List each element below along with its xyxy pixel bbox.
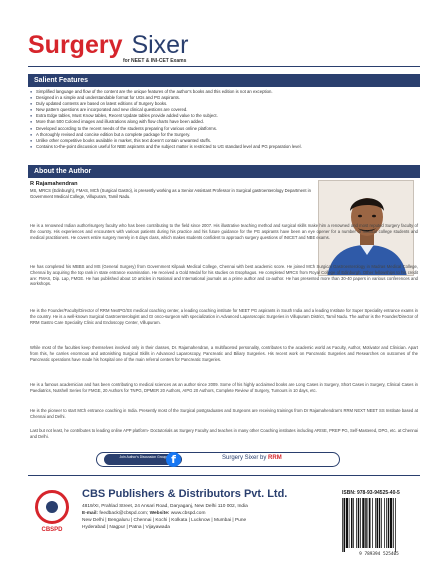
author-bio-paragraph: He is the pioneer to start MCh entrance coaching in India. Presently most of the Surgical postgraduates and Surgeons are receiving trainings from Dr Rajamahendran's RRM NEXT NEET SS Institute based at Chennai and Delhi. [30,408,418,419]
cbspd-logo [30,490,74,538]
barcode-bar [368,498,369,548]
book-title-block [28,33,420,57]
barcode-bar [395,498,396,552]
salient-features-list [30,89,418,150]
list-item: ● A thoroughly revised and concise edition but a complete package for the Surgery. [30,132,418,138]
barcode-bar [381,498,382,548]
list-item: ● More than 500 Colored images and illustrations along with flow charts have been added. [30,119,418,125]
salient-features-heading: Salient Features [28,74,420,87]
logo-text: CBSPD [41,527,63,533]
author-bio-paragraph: He has completed his MBBS and MS (General Surgery) from Government Kilpauk Medical College, Chennai with best academic score. He joined MCh Surgical Gastroenterology in Madras Medical College, Chennai by acquiring the top rank in state entrance examination. He received a Gold Medal for his studies on Esophagus. He completed MRCS from Royal College of Edinburgh. Other fellowships to his credit are: FMAS, Dip. Lap, FMGE. He has published about 10 articles in National and International journals as a prime author and co-author. He has presented more than 30-40 papers in various conferences and workshops. [30,264,418,287]
barcode-bar [342,498,343,552]
publisher-website[interactable]: www.cbspd.com [170,511,206,516]
barcode-bar [346,498,348,548]
about-author-heading: About the Author [28,165,420,178]
author-bio-paragraph: He is the Founder/Faculty/Director of RRM NextPG/SS medical coaching center, a leading coaching institute for NEET PG aspirants in South India and a leading Institute for Super Speciality entrance exams in the country. He is a well-known Surgical Gastroenterologist and GI onco-surgeon with specialization in Advanced Laparoscopic Surgeries in Villupuram District, Tamil Nadu. The author is the Founder/Director of RRM Gastro Care Speciality Clinic and Endoscopy Center, Villupuram. [30,308,418,325]
list-item: ● New pattern questions are incorporated and new clinical questions are covered. [30,107,418,113]
author-intro: MS, MRCS (Edinburgh), FMAS, MCh (Surgical Gastro), is presently working as a Senior Assistant Professor in Surgical gastroenterology Department in Government Medical College, Villupuram, Tamil Nadu. [30,188,311,199]
publisher-branches: New Delhi | Bengaluru | Chennai | Kochi | Kolkata | Lucknow | Mumbai | Pune [82,518,247,523]
publisher-name: CBS Publishers & Distributors Pvt. Ltd. [82,488,288,500]
publisher-email[interactable]: feedback@cbspd.com; [99,511,149,516]
barcode-bar [360,498,361,548]
publisher-branches: Hyderabad | Nagpur | Patna | Vijayawada [82,525,170,530]
list-item: ● Duly updated contents are based on latest editions of Surgery books. [30,101,418,107]
barcode-bar [388,498,390,548]
publisher-contact [82,511,205,516]
barcode-bar [351,498,353,548]
author-bio-paragraph: While most of the faculties keep themselves involved only in their classes, Dr. Rajamahendran, a multifaceted personality, contributes to the academic world as Faculty, Author, Motivator and Clinician. Apart from this, he carries enormous and astonishing Surgical Skills in Advanced Laparoscopy, Pancreatic and Biliary Surgeries. His recent work on Pancreatic Surgeries and Researches on outcomes of the Pancreatic operations have made his hospital one of the main referral centers for Pancreatic Surgeries. [30,345,418,362]
publisher-address: 4819/XI, Prahlad Street, 24 Ansari Road, Daryaganj, New Delhi 110 002, India [82,504,248,509]
banner-brand: RRM [268,455,282,461]
facebook-icon[interactable]: f [166,452,181,467]
cbspd-logo-icon [35,490,69,524]
author-bio-paragraph: He is a famous academician and has been contributing to medical sciences as an author since 2009. Some of his highly acclaimed books are Long Cases in Surgery, Short Cases in Surgery, Clinical Cases in Paediatrics, Nutshell Series for FMGE, 20 Authors for TNPG, DPMER 20 Authors, AIPG 20 Authors, Complete Review of Surgery, Tumours in 10 days, etc. [30,382,418,393]
barcode-icon [340,498,418,556]
join-discussion-label: Join Author's Discussion Group [104,454,182,465]
book-subtitle: for NEET & INI-CET Exams [123,58,187,64]
barcode-number: 9 789394 525405 [359,552,399,557]
barcode-bar [377,498,379,548]
list-item: ● Extra Edge tables, Must Know tables, Recent Update tables provide added value to the subject. [30,113,418,119]
book-title-surgery: Surgery [28,31,123,59]
barcode-bar [375,498,376,548]
barcode-bar [353,498,354,548]
barcode-bars [340,498,418,552]
website-label: Website: [149,511,170,516]
author-bio-paragraph: He is a renowned Indian author/surgery faculty who has been contributing to the field since 2007. His illustrative teaching method and surgical skills make him a renowned and most reputed Surgery faculty of the country. His experiences and encounters with various patients during his practice and his future guidance for the PG aspirants have been an eye opener for a number of medical college students and medical practitioners. He covers entire surgery merely in 6 days class, which makes students confident to approach surgery questions of INICET and NBE exams. [30,223,418,240]
book-title-sixer: Sixer [131,31,189,59]
barcode-bar [386,498,387,548]
list-item: ● Designed in a simple and understandable format for UGs and PG aspirants. [30,95,418,101]
barcode-bar [344,498,346,552]
barcode-bar [390,498,392,548]
barcode-bar [358,498,360,548]
book-title [28,33,420,57]
banner-group-name [222,455,282,461]
barcode-bar [349,498,350,548]
barcode-bar [372,498,373,548]
banner-label: Surgery Sixer by [222,455,267,461]
barcode-bar [362,498,364,548]
barcode-bar [365,498,367,548]
facebook-group-banner[interactable] [96,452,340,467]
barcode-bar [369,498,371,548]
email-label: E-mail: [82,511,98,516]
barcode-bar [393,498,394,548]
list-item: ● Simplified language and flow of the content are the unique features of the author's books and this edition is not an exception. [30,89,418,95]
barcode-bar [356,498,357,548]
author-name: R Rajamahendran [30,181,78,187]
divider [28,475,420,476]
author-bio-paragraph: Last but not least, he contributes to leading online APP platform- Doctutorials as Surgery Faculty and teaches in many other Coaching institutes including ARISE, PREP PG, Self-Mastered, DPG, etc. at Chennai and Delhi. [30,428,418,439]
isbn-label: ISBN: 978-93-94525-40-5 [342,490,400,496]
list-item: ● Unlike other competitive books available in market, this text doesn't contain unwanted stuffs. [30,138,418,144]
barcode-bar [384,498,385,548]
barcode-bar [379,498,381,548]
list-item: ● Contains to-the-point discussion useful for NBE aspirants and the subject matter is restricted to UG standard level and PG preparation level. [30,144,418,150]
list-item: ● Developed according to the recent needs of the students preparing for various online platforms. [30,126,418,132]
divider [28,66,420,67]
